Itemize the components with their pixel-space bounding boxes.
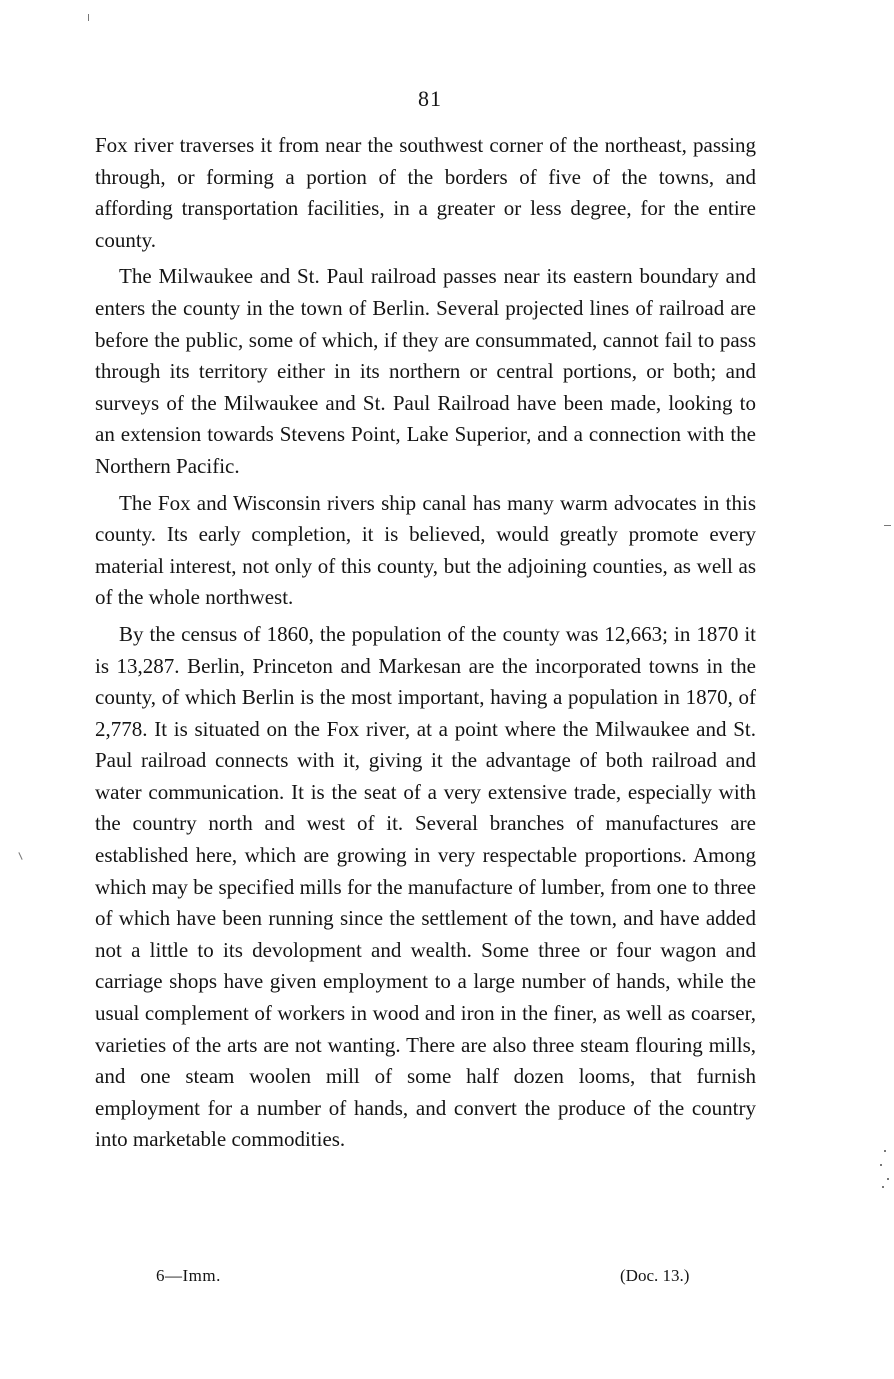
scan-speck [887, 1178, 889, 1180]
scan-speck [882, 1186, 884, 1188]
paragraph-railroad: The Milwaukee and St. Paul railroad passes near its eastern boundary and enters the county in the town of Berlin. Several projected lines of railroad are before the public, some of which, if they are consummated, cannot fail to pass through its territory either in its northern or central portions, or both; and surveys of the Milwaukee and St. Paul Railroad have been made, looking to an extension towards Stevens Point, Lake Superior, and a connection with the Northern Pacific. [95, 264, 756, 478]
paragraph-ship-canal: The Fox and Wisconsin rivers ship canal has many warm advocates in this county. Its early completion, it is believed, would greatly promote every material interest, not only of this county, but the adjoining counties, as well as of the whole northwest. [95, 490, 756, 610]
scan-speck [18, 852, 22, 860]
footer-signature: 6—Imm. [156, 1266, 221, 1285]
scan-speck [880, 1164, 882, 1166]
scan-speck [88, 14, 89, 21]
footer-doc-reference: (Doc. 13.) [620, 1266, 690, 1285]
scan-speck [884, 525, 891, 526]
body-text [95, 130, 756, 1161]
paragraph-fox-river: Fox river traverses it from near the southwest corner of the northeast, passing through, or forming a portion of the borders of five of the towns, and affording transportation facilities, in a greater or less degree, for the entire county. [95, 133, 756, 252]
scan-speck [884, 1150, 886, 1152]
page-number: 81 [418, 86, 442, 111]
paragraph-census-berlin: By the census of 1860, the population of the county was 12,663; in 1870 it is 13,287. Berlin, Princeton and Markesan are the incorporated towns in the county, of which Berlin is the most important, having a population in 1870, of 2,778. It is situated on the Fox river, at a point where the Milwaukee and St. Paul railroad connects with it, giving it the advantage of both railroad and water communication. It is the seat of a very extensive trade, especially with the country north and west of it. Several branches of manufactures are established here, which are growing in very respectable proportions. Among which may be specified mills for the manufacture of lumber, from one to three of which have been running since the settlement of the town, and have added not a little to its devolopment and wealth. Some three or four wagon and carriage shops have given employment to a large number of hands, while the usual complement of workers in wood and iron in the finer, as well as coarser, varieties of the arts are not wanting. There are also three steam flouring mills, and one steam woolen mill of some half dozen looms, that furnish employment for a number of hands, and convert the produce of the country into marketable commodities. [95, 621, 756, 1152]
